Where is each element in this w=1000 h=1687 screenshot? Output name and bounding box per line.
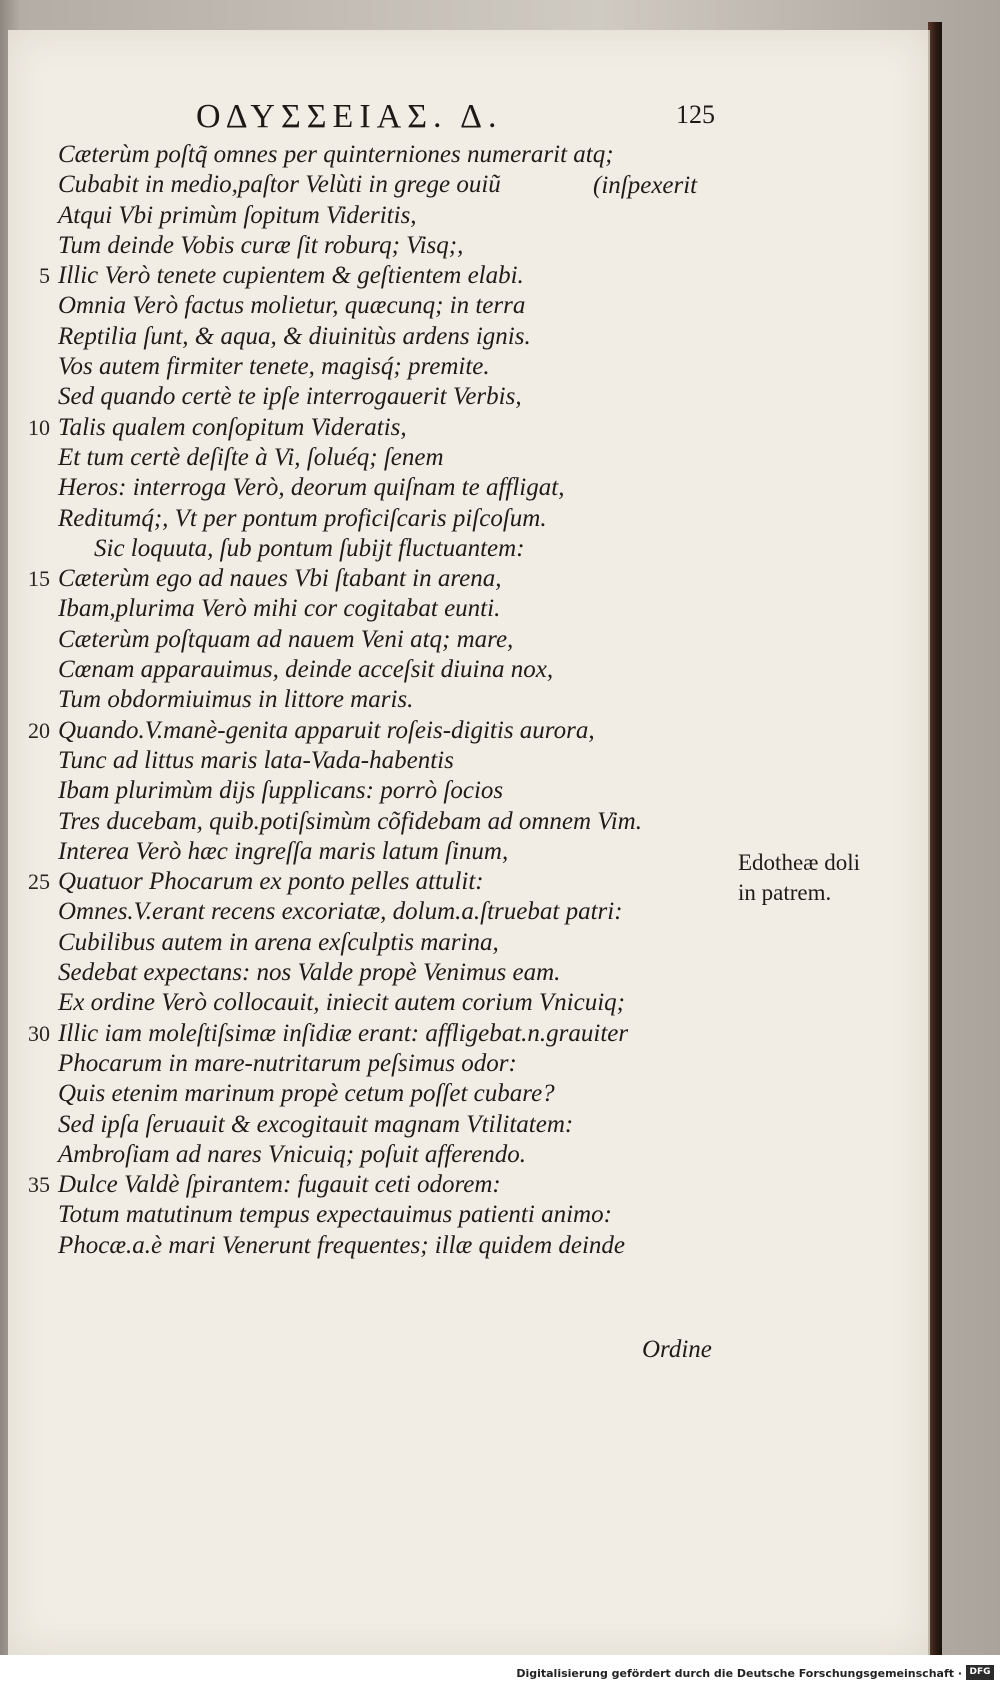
- verse-line-text: Phocæ.a.è mari Venerunt frequentes; illæ quidem deinde: [58, 1231, 626, 1259]
- verse-line-text: Atqui Vbi primùm ſopitum Videritis,: [58, 201, 417, 229]
- verse-line: [58, 776, 738, 806]
- verse-line: [58, 988, 738, 1018]
- verse-text: [28, 140, 738, 1261]
- verse-line-text: Cæterùm poſtq̃ omnes per quinterniones numerarit atq;: [58, 141, 614, 168]
- verse-line-text: Cæterùm poſtquam ad nauem Veni atq; mare,: [58, 625, 514, 653]
- verse-line: [58, 231, 738, 261]
- verse-line: [58, 625, 738, 655]
- verse-line: [58, 655, 738, 685]
- verse-line-text: Vos autem firmiter tenete, magisq́; premite.: [58, 353, 490, 381]
- verse-line-text: Illic iam moleſtiſsimæ inſidiæ erant: affligebat.n.grauiter: [58, 1019, 629, 1047]
- verse-line-text: Ibam,plurima Verò mihi cor cogitabat eunti.: [58, 595, 501, 623]
- verse-line: [58, 1110, 738, 1140]
- verse-line: [58, 534, 738, 564]
- book-spine-edge: [928, 22, 942, 1662]
- page-number: 125: [676, 100, 715, 129]
- verse-line: [28, 1019, 738, 1049]
- verse-line: [58, 807, 738, 837]
- line-number: 35: [28, 1172, 50, 1198]
- verse-line: [58, 1079, 738, 1109]
- verse-line: [58, 1049, 738, 1079]
- verse-line: [58, 685, 738, 715]
- verse-line: [58, 382, 738, 412]
- verse-line: [58, 170, 738, 200]
- verse-line-text: Quis etenim marinum propè cetum poſſet cubare?: [58, 1080, 555, 1108]
- verse-line: [28, 1170, 738, 1200]
- verse-line: [58, 594, 738, 624]
- marginal-note-line: in patrem.: [738, 880, 832, 905]
- verse-line-text: Cœnam apparauimus, deinde acceſsit diuina nox,: [58, 656, 554, 684]
- line-number: 15: [28, 566, 50, 592]
- running-head: ΟΔΥΣΣΕΙΑΣ. Δ.: [196, 98, 503, 135]
- verse-line-text: Talis qualem conſopitum Videratis,: [58, 413, 407, 441]
- line-number: 5: [39, 263, 50, 289]
- verse-line: [58, 443, 738, 473]
- verse-line: [58, 504, 738, 534]
- verse-line: [28, 564, 738, 594]
- verse-line-text: Totum matutinum tempus expectauimus patienti animo:: [58, 1201, 612, 1229]
- verse-line-text: Cæterùm ego ad naues Vbi ſtabant in arena,: [58, 565, 502, 593]
- verse-line-text: Sed quando certè te ipſe interrogauerit Verbis,: [58, 383, 522, 411]
- verse-line-text: Phocarum in mare-nutritarum peſsimus odor:: [58, 1049, 517, 1077]
- verse-line: [39, 261, 738, 291]
- verse-line-text: Tunc ad littus maris lata-Vada-habentis: [58, 746, 454, 774]
- marginal-note-line: Edotheæ doli: [738, 850, 861, 875]
- verse-line: [58, 291, 738, 321]
- verse-line-text: Sic loquuta, ſub pontum ſubijt fluctuantem:: [94, 534, 525, 562]
- verse-line-text: Dulce Valdè ſpirantem: fugauit ceti odorem:: [58, 1171, 501, 1199]
- verse-line: [58, 746, 738, 776]
- verse-line: [58, 1231, 738, 1261]
- verse-line: [28, 716, 738, 746]
- verse-line-text: Omnia Verò factus molietur, quæcunq; in terra: [58, 292, 526, 320]
- line-number: 20: [28, 717, 50, 743]
- verse-line-text: Ex ordine Verò collocauit, iniecit autem corium Vnicuiq;: [58, 989, 625, 1017]
- marginal-note: [738, 848, 898, 908]
- line-number: 30: [28, 1020, 50, 1046]
- verse-line: [28, 867, 738, 897]
- verse-line: [58, 897, 738, 927]
- verse-line-text: Sedebat expectans: nos Valde propè Venimus eam.: [58, 959, 561, 987]
- verse-line-text: Reptilia ſunt, & aqua, & diuinitùs ardens ignis.: [58, 322, 531, 350]
- verse-line-text: Reditumq́;, Vt per pontum proficiſcaris piſcoſum.: [58, 504, 547, 532]
- verse-line-text: Interea Verò hæc ingreſſa maris latum ſinum,: [58, 837, 509, 865]
- verse-line-text: Tum deinde Vobis curæ ſit roburq; Visq;,: [58, 231, 464, 259]
- verse-line: [58, 928, 738, 958]
- verse-line-text: Omnes.V.erant recens excoriatæ, dolum.a.ſtruebat patri:: [58, 898, 623, 926]
- verse-line-text: Quatuor Phocarum ex ponto pelles attulit:: [58, 868, 484, 896]
- verse-line-text: Heros: interroga Verò, deorum quiſnam te affligat,: [58, 474, 565, 502]
- verse-line: [28, 413, 738, 443]
- verse-line-text: Ibam plurimùm dijs ſupplicans: porrò ſocios: [58, 777, 504, 805]
- verse-line: [58, 352, 738, 382]
- verse-line-text: Et tum certè deſiſte à Vi, ſoluéq; ſenem: [58, 443, 444, 471]
- verse-line: [58, 837, 738, 867]
- dfg-logo: DFG: [966, 1665, 994, 1680]
- carryover-word: (inſpexerit: [593, 172, 698, 199]
- line-number: 25: [28, 869, 50, 895]
- verse-line-text: Tres ducebam, quib.potiſsimùm cõfidebam ad omnem Vim.: [58, 807, 642, 835]
- verse-line-text: Sed ipſa ſeruauit & excogitauit magnam Vtilitatem:: [58, 1110, 574, 1138]
- verse-line-text: Tum obdormiuimus in littore maris.: [58, 686, 414, 714]
- verse-line-text: Cubabit in medio,paſtor Velùti in grege ouiũ: [58, 171, 501, 199]
- verse-line: [58, 322, 738, 352]
- verse-line: [58, 1140, 738, 1170]
- line-number: 10: [28, 414, 50, 440]
- verse-line-text: Illic Verò tenete cupientem & geſtientem elabi.: [58, 262, 524, 290]
- verse-line: [58, 473, 738, 503]
- catchword: Ordine: [642, 1336, 712, 1363]
- verse-line-text: Quando.V.manè-genita apparuit roſeis-digitis aurora,: [58, 716, 595, 744]
- verse-line: [58, 1200, 738, 1230]
- verse-line-text: Ambroſiam ad nares Vnicuiq; poſuit afferendo.: [58, 1140, 527, 1168]
- verse-line: [58, 958, 738, 988]
- digitization-credit: Digitalisierung gefördert durch die Deutsche Forschungsgemeinschaft ·: [516, 1667, 962, 1680]
- verse-line-text: Cubilibus autem in arena exſculptis marina,: [58, 928, 499, 956]
- verse-line: [58, 201, 738, 231]
- verse-line: [58, 140, 738, 170]
